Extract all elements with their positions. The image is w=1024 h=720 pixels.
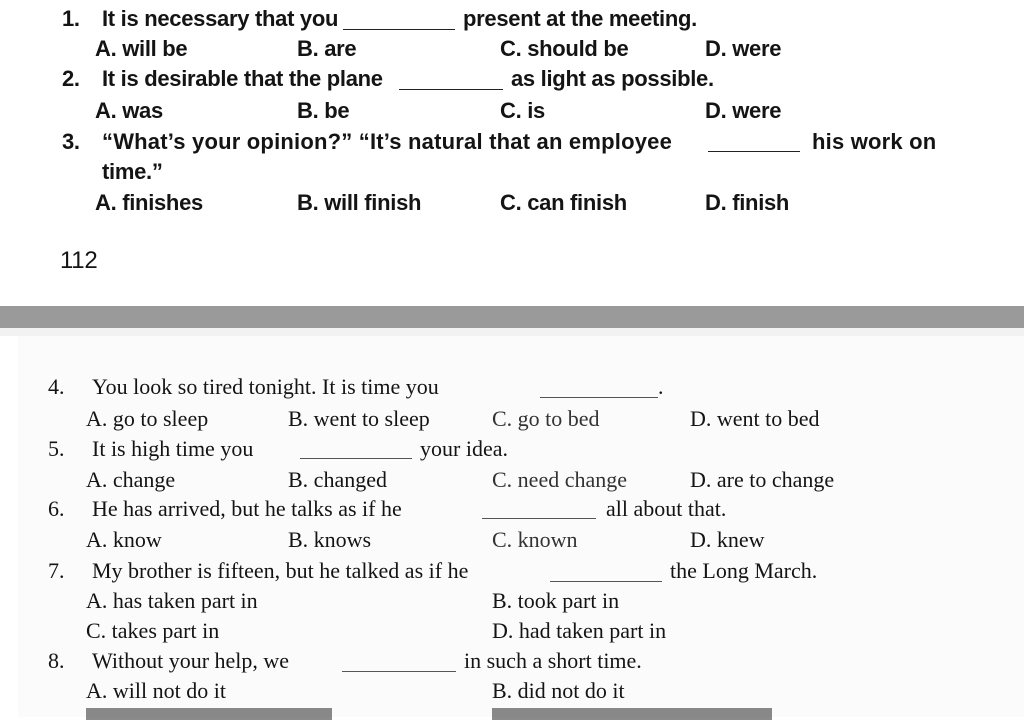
q5-option-a: A. change <box>86 467 176 492</box>
q6-option-d: D. knew <box>690 527 765 552</box>
q7-text-after: the Long March. <box>670 558 818 583</box>
q3-option-c: C. can finish <box>500 190 627 215</box>
q2-option-a: A. was <box>95 98 163 123</box>
page-divider <box>0 306 1024 328</box>
q7-number: 7. <box>48 558 65 583</box>
q1-option-c: C. should be <box>500 36 629 61</box>
q1-text-before: It is necessary that you <box>102 6 339 31</box>
q4-option-b: B. went to sleep <box>288 406 430 431</box>
q6-text-before: He has arrived, but he talks as if he <box>92 496 402 521</box>
q7-option-c: C. takes part in <box>86 618 220 643</box>
q1-option-a: A. will be <box>95 36 188 61</box>
q1-option-d: D. were <box>705 36 782 61</box>
q4-option-d: D. went to bed <box>690 406 820 431</box>
q2-option-c: C. is <box>500 98 545 123</box>
q4-text-after: . <box>658 374 664 399</box>
q2-option-d: D. were <box>705 98 782 123</box>
q8-text-after: in such a short time. <box>464 648 642 673</box>
bottom-page <box>18 336 1024 717</box>
q1-option-b: B. are <box>297 36 357 61</box>
q6-option-c: C. known <box>492 527 578 552</box>
top-page <box>0 0 1024 306</box>
q2-text-after: as light as possible. <box>511 66 714 91</box>
q2-option-b: B. be <box>297 98 350 123</box>
q4-option-a: A. go to sleep <box>86 406 209 431</box>
q8-option-a: A. will not do it <box>86 678 226 703</box>
q7-blank <box>550 581 662 582</box>
q3-text-after: his work on <box>812 129 937 154</box>
q6-blank <box>482 518 596 519</box>
q7-option-d: D. had taken part in <box>492 618 667 643</box>
q6-option-b: B. knows <box>288 527 372 552</box>
q8-number: 8. <box>48 648 65 673</box>
q5-number: 5. <box>48 436 65 461</box>
q2-blank <box>399 89 503 90</box>
q3-text-before: “What’s your opinion?” “It’s natural that an employee <box>102 129 673 154</box>
q7-option-b: B. took part in <box>492 588 620 613</box>
cut-line-fragment-left <box>86 708 332 720</box>
q3-text-line2: time.” <box>102 159 163 184</box>
q8-text-before: Without your help, we <box>92 648 290 673</box>
q7-text-before: My brother is fifteen, but he talked as if he <box>92 558 469 583</box>
q3-blank <box>708 151 800 152</box>
q3-number: 3. <box>62 129 80 154</box>
q2-number: 2. <box>62 66 80 91</box>
page-gap <box>0 328 1024 336</box>
q5-blank <box>300 458 412 459</box>
q4-option-c: C. go to bed <box>492 406 600 431</box>
q3-option-d: D. finish <box>705 190 790 215</box>
page-number: 112 <box>60 247 98 274</box>
q5-text-after: your idea. <box>420 436 508 461</box>
q5-option-c: C. need change <box>492 467 627 492</box>
q7-option-a: A. has taken part in <box>86 588 258 613</box>
q4-text-before: You look so tired tonight. It is time you <box>92 374 439 399</box>
q2-text-before: It is desirable that the plane <box>102 66 383 91</box>
q5-option-d: D. are to change <box>690 467 835 492</box>
q8-blank <box>342 671 456 672</box>
cut-line-fragment-right <box>492 708 772 720</box>
q6-number: 6. <box>48 496 65 521</box>
q6-option-a: A. know <box>86 527 162 552</box>
q1-blank <box>343 29 455 30</box>
q4-blank <box>540 397 658 398</box>
q4-number: 4. <box>48 374 65 399</box>
q3-option-b: B. will finish <box>297 190 422 215</box>
q8-option-b: B. did not do it <box>492 678 625 703</box>
q5-option-b: B. changed <box>288 467 387 492</box>
q5-text-before: It is high time you <box>92 436 254 461</box>
q1-text-after: present at the meeting. <box>463 6 697 31</box>
q1-number: 1. <box>62 6 80 31</box>
q6-text-after: all about that. <box>606 496 727 521</box>
q3-option-a: A. finishes <box>95 190 203 215</box>
